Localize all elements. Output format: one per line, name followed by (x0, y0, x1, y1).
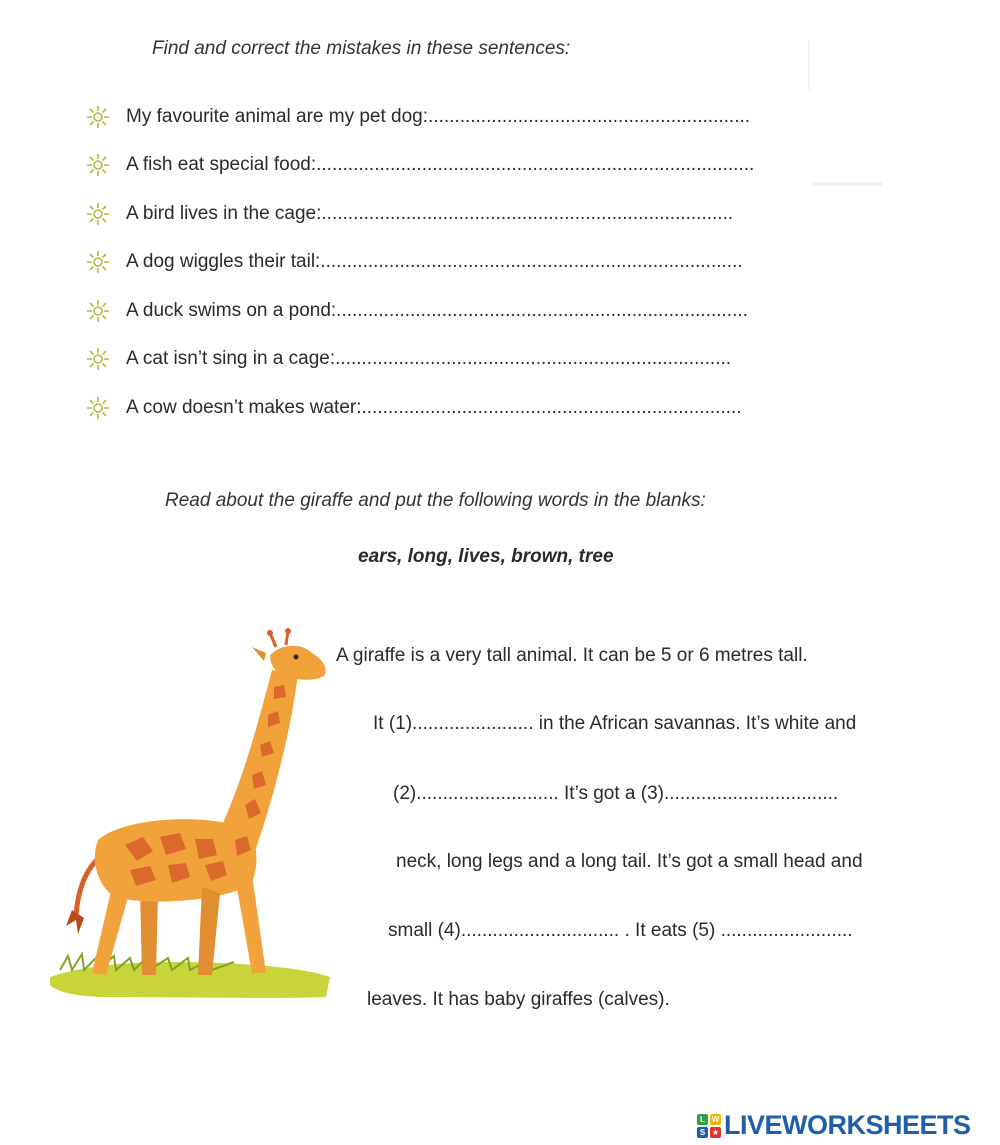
logo-tile: S (697, 1127, 708, 1138)
list-item (86, 248, 743, 276)
logo-mark-icon (697, 1114, 721, 1138)
sentence-text: A bird lives in the cage:.............................................................................. (126, 203, 734, 224)
sentence-text: A cow doesn’t makes water:........................................................................ (126, 397, 742, 418)
paragraph-line: neck, long legs and a long tail. It’s got a small head and (396, 851, 863, 872)
instruction-correct-mistakes: Find and correct the mistakes in these sentences: (152, 38, 571, 59)
sun-bullet-icon (86, 105, 110, 129)
list-item (86, 103, 750, 131)
sentence-text: A dog wiggles their tail:................................................................................ (126, 251, 743, 272)
sentence-text: A fish eat special food:................................................................................... (126, 154, 755, 175)
sun-bullet-icon (86, 153, 110, 177)
list-item (86, 297, 748, 325)
sun-bullet-icon (86, 202, 110, 226)
paragraph-line: It (1)....................... in the African savannas. It’s white and (373, 713, 857, 734)
sun-bullet-icon (86, 347, 110, 371)
sentence-text: A duck swims on a pond:.............................................................................. (126, 300, 748, 321)
instruction-fill-blanks: Read about the giraffe and put the following words in the blanks: (165, 490, 706, 511)
sun-bullet-icon (86, 250, 110, 274)
scan-mark (808, 40, 810, 90)
word-bank: ears, long, lives, brown, tree (358, 546, 614, 567)
logo-tile: ★ (711, 1127, 720, 1137)
sentence-text: My favourite animal are my pet dog:............................................................. (126, 106, 751, 127)
paragraph-line: (2)........................... It’s got a (3)................................. (393, 783, 839, 804)
scan-mark (812, 182, 882, 186)
paragraph-line: A giraffe is a very tall animal. It can be 5 or 6 metres tall. (336, 645, 808, 666)
logo-tile: L (697, 1114, 708, 1125)
sun-bullet-icon (86, 396, 110, 420)
list-item (86, 200, 733, 228)
sentence-text: A cat isn’t sing in a cage:........................................................................... (126, 348, 732, 369)
paragraph-line: leaves. It has baby giraffes (calves). (367, 989, 670, 1010)
logo-tile: W (711, 1114, 720, 1124)
sun-bullet-icon (86, 299, 110, 323)
giraffe-illustration (30, 625, 340, 1025)
liveworksheets-logo (697, 1110, 971, 1141)
list-item (86, 345, 731, 373)
list-item (86, 394, 742, 422)
list-item (86, 151, 754, 179)
paragraph-line: small (4).............................. . It eats (5) ......................... (388, 920, 853, 941)
logo-wordmark: LIVEWORKSHEETS (724, 1110, 971, 1140)
